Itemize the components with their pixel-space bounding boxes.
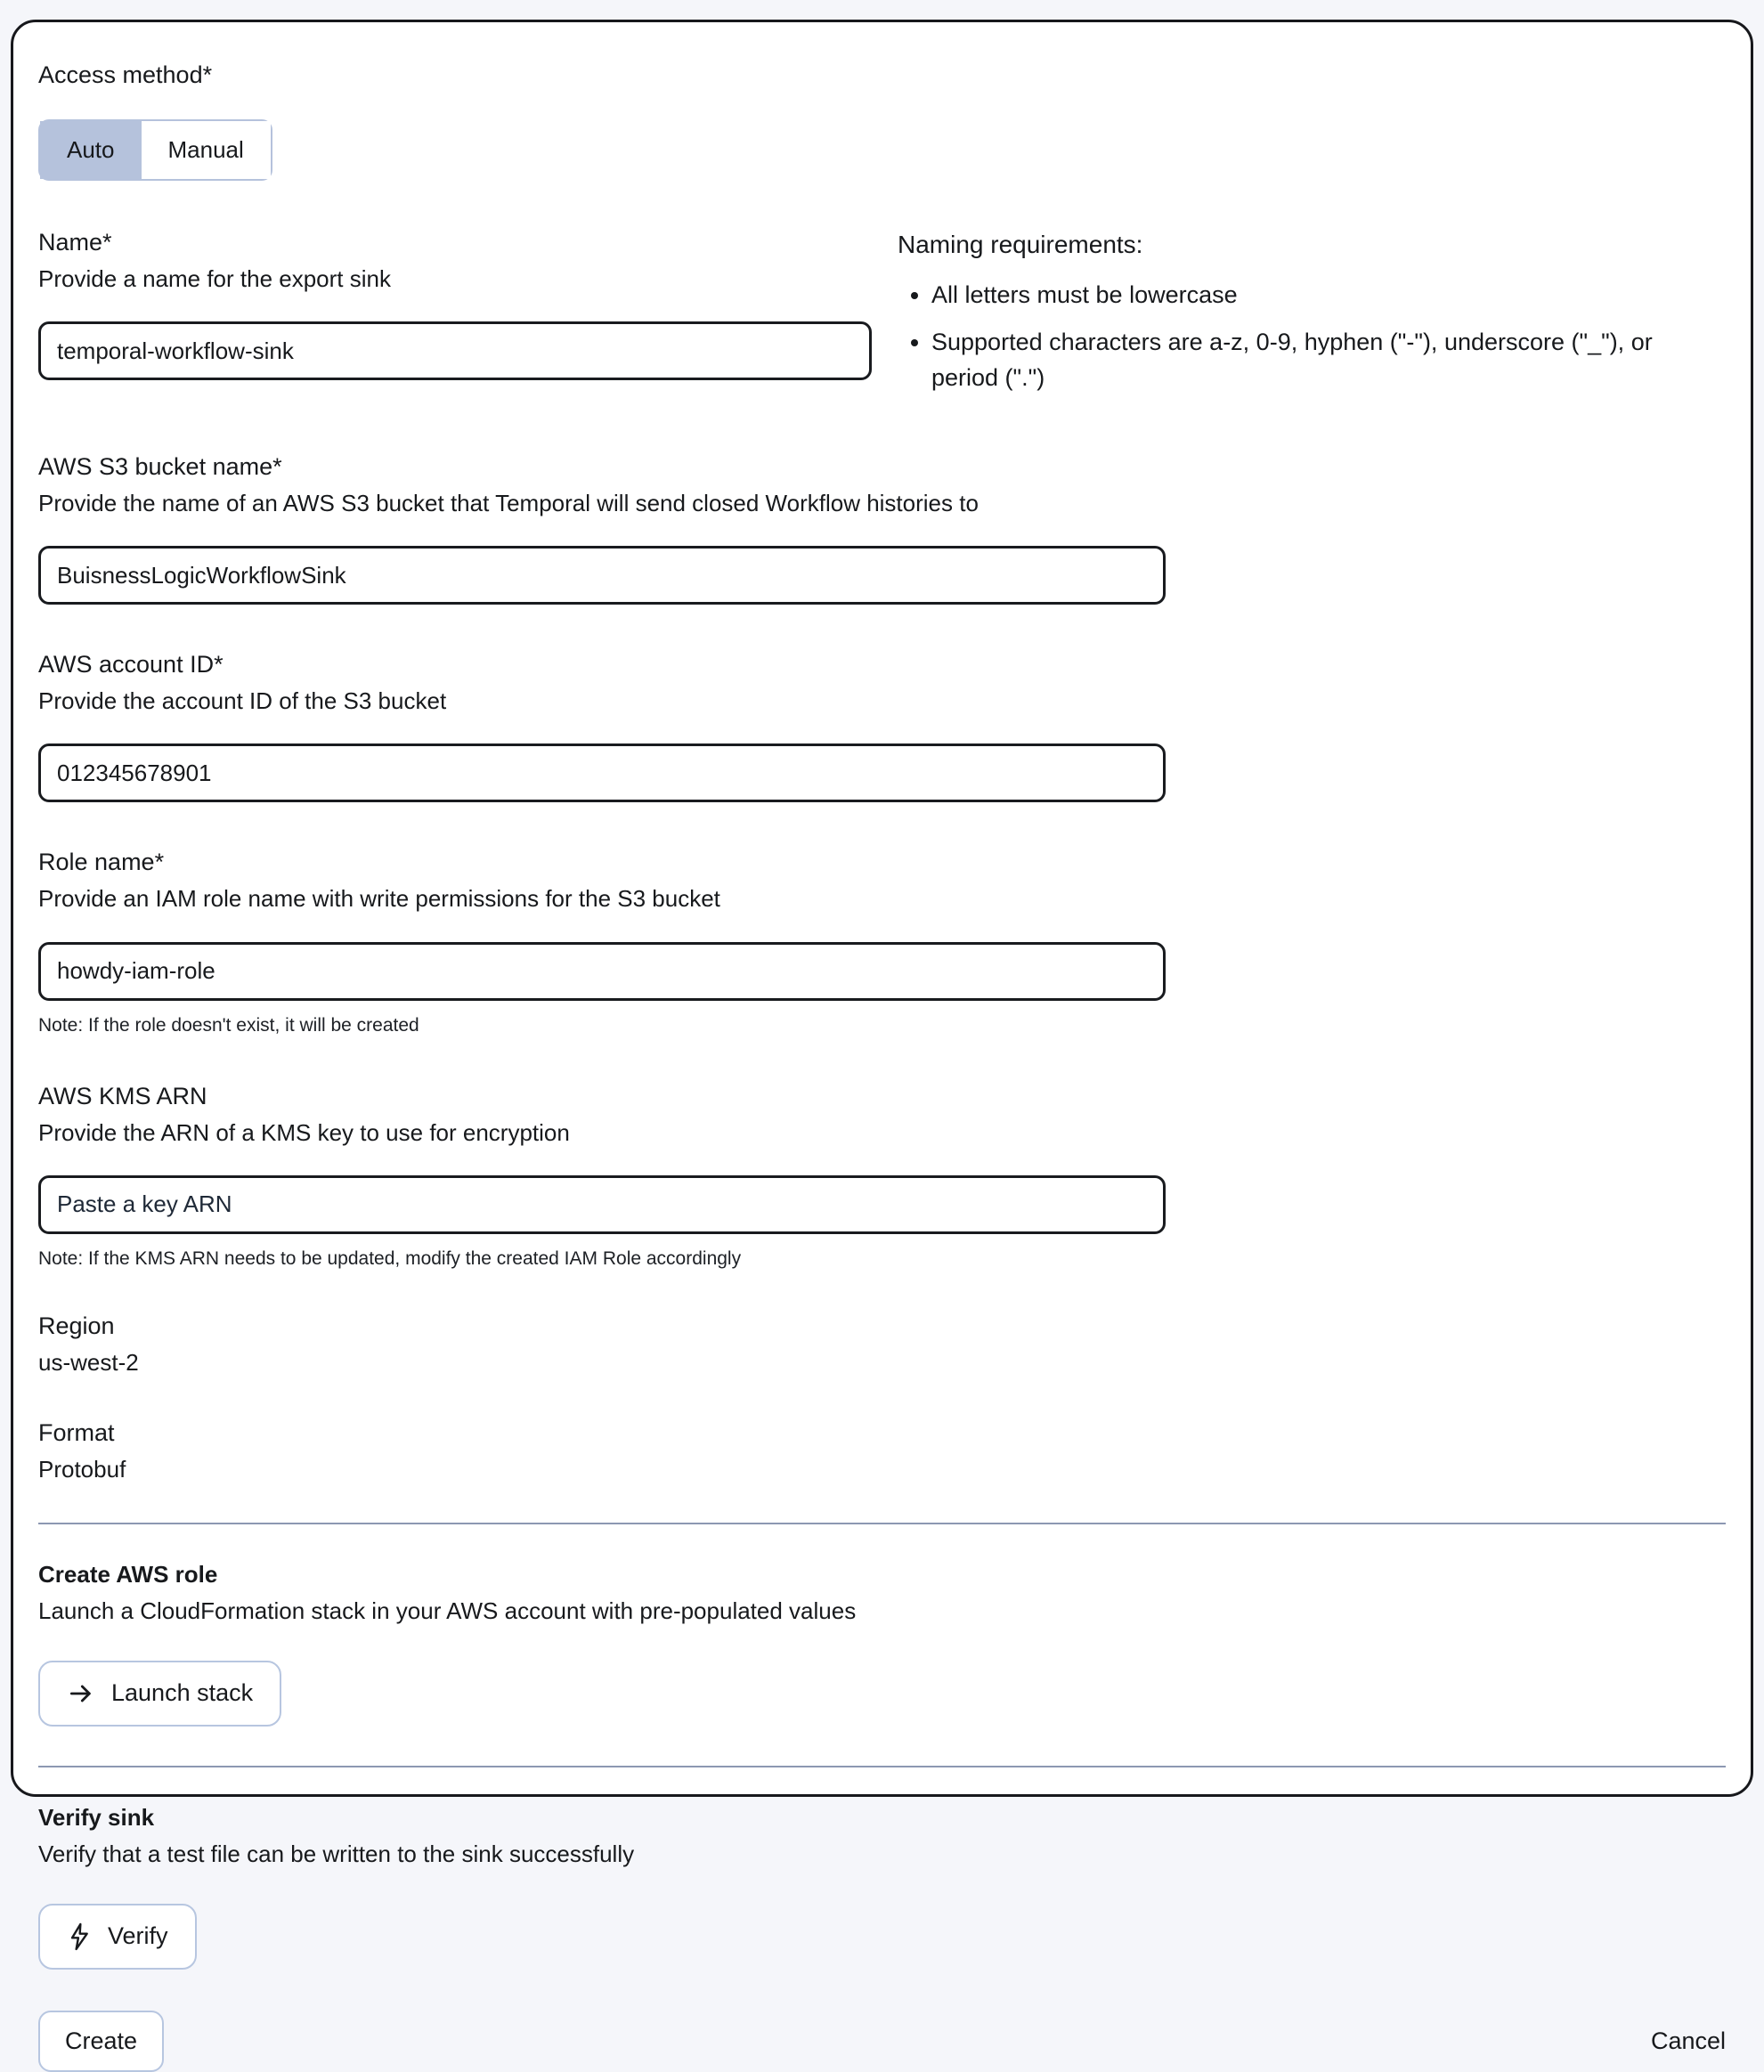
create-aws-role-title: Create AWS role <box>38 1560 218 1588</box>
s3-bucket-input[interactable] <box>38 546 1166 605</box>
naming-requirements-title: Naming requirements: <box>898 231 1143 259</box>
role-name-note: Note: If the role doesn't exist, it will be created <box>38 1014 419 1036</box>
format-value: Protobuf <box>38 1455 126 1483</box>
account-id-input[interactable] <box>38 743 1166 802</box>
create-aws-role-description: Launch a CloudFormation stack in your AWS account with pre-populated values <box>38 1597 857 1624</box>
account-id-label: AWS account ID* <box>38 651 224 678</box>
region-label: Region <box>38 1312 115 1339</box>
kms-arn-description: Provide the ARN of a KMS key to use for encryption <box>38 1118 570 1146</box>
name-label: Name* <box>38 229 112 256</box>
s3-bucket-description: Provide the name of an AWS S3 bucket that Temporal will send closed Workflow histories to <box>38 490 979 517</box>
kms-arn-input[interactable] <box>38 1175 1166 1234</box>
naming-requirement-item: • All letters must be lowercase <box>931 277 1726 313</box>
access-method-label: Access method* <box>38 61 213 88</box>
account-id-description: Provide the account ID of the S3 bucket <box>38 687 447 715</box>
name-description: Provide a name for the export sink <box>38 265 391 293</box>
export-sink-form-card <box>11 20 1753 2054</box>
format-label: Format <box>38 1418 115 1446</box>
lightning-bolt-icon <box>67 1922 92 1951</box>
naming-requirements-list <box>898 277 1726 396</box>
role-name-label: Role name* <box>38 849 165 876</box>
name-input[interactable] <box>38 321 872 380</box>
region-value: us-west-2 <box>38 1348 139 1376</box>
launch-stack-button-label: Launch stack <box>111 1679 254 1707</box>
launch-stack-button[interactable] <box>38 1661 281 1727</box>
naming-requirement-item: • Supported characters are a-z, 0-9, hyphen ("-"), underscore ("_"), or period (".") <box>931 324 1726 396</box>
access-method-auto-option[interactable]: Auto <box>40 121 142 179</box>
cancel-button[interactable]: Cancel <box>1650 2027 1726 2054</box>
section-divider <box>38 1523 1726 1524</box>
verify-button-label: Verify <box>108 1922 168 1950</box>
access-method-toggle <box>38 119 272 181</box>
kms-arn-label: AWS KMS ARN <box>38 1082 207 1109</box>
role-name-input[interactable] <box>38 942 1166 1001</box>
verify-button[interactable] <box>38 1904 197 1970</box>
role-name-description: Provide an IAM role name with write permissions for the S3 bucket <box>38 885 720 913</box>
create-button[interactable]: Create <box>38 2011 164 2072</box>
arrow-right-icon <box>67 1679 95 1708</box>
verify-sink-title: Verify sink <box>38 1803 155 1831</box>
kms-arn-note: Note: If the KMS ARN needs to be updated, modify the created IAM Role accordingly <box>38 1247 742 1269</box>
section-divider <box>38 1766 1726 1767</box>
verify-sink-description: Verify that a test file can be written to the sink successfully <box>38 1840 635 1867</box>
s3-bucket-label: AWS S3 bucket name* <box>38 452 282 480</box>
access-method-manual-option[interactable]: Manual <box>142 121 271 179</box>
